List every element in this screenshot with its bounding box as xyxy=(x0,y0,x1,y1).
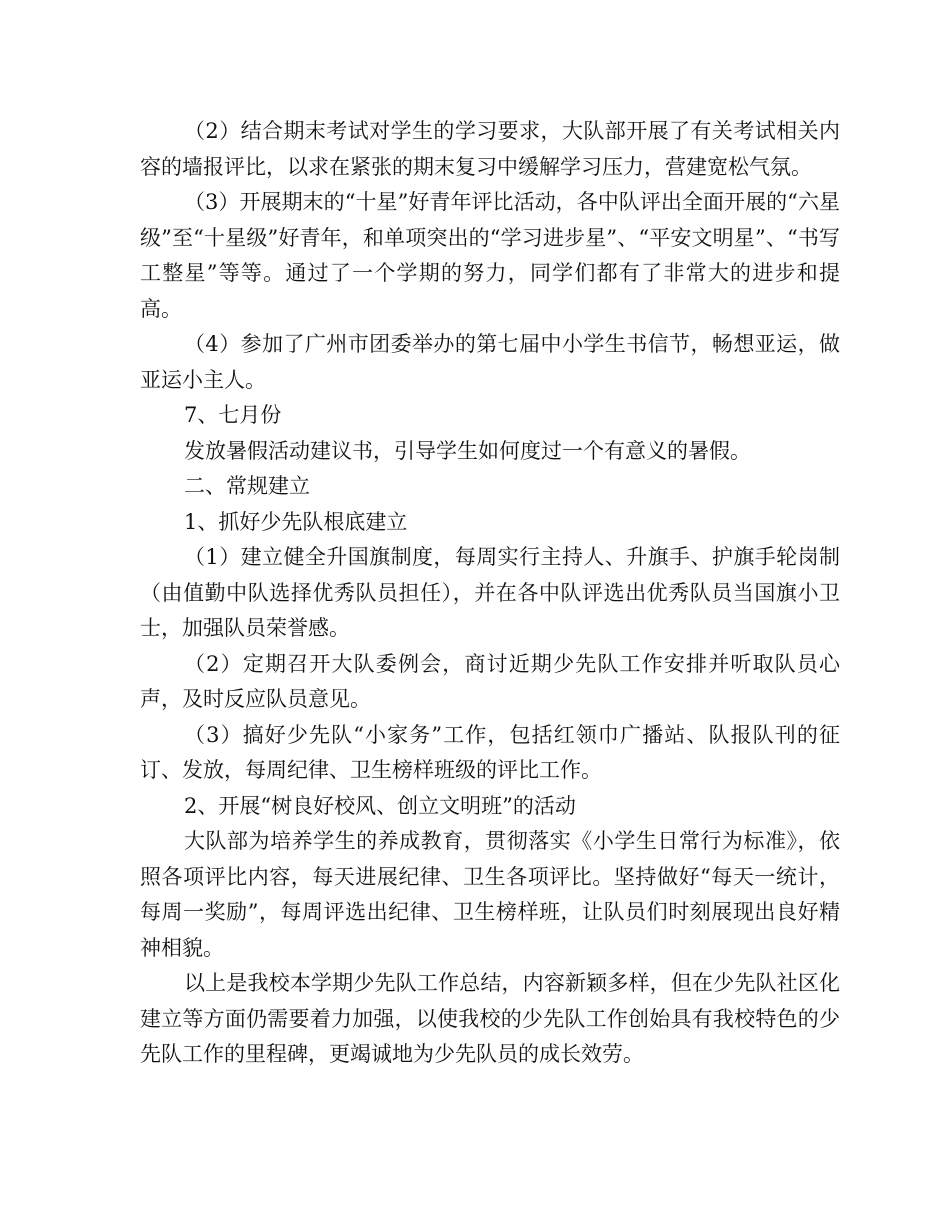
paragraph-flag-raising: （1）建立健全升国旗制度，每周实行主持人、升旗手、护旗手轮岗制（由值勤中队选择优秀队员担任），并在各中队评选出优秀队员当国旗小卫士，加强队员荣誉感。 xyxy=(140,545,840,640)
paragraph-summary: 以上是我校本学期少先队工作总结，内容新颖多样，但在少先队社区化建立等方面仍需要着力加强，以使我校的少先队工作创始具有我校特色的少先队工作的里程碑，更竭诚地为少先队员的成长效劳。 xyxy=(140,971,840,1066)
heading-civilized-class: 2、开展“树良好校风、创立文明班”的活动 xyxy=(184,793,576,818)
heading-routine-building: 二、常规建立 xyxy=(184,474,310,498)
paragraph-housework: （3）搞好少先队“小家务”工作，包括红领巾广播站、队报队刊的征订、发放，每周纪律、卫生榜样班级的评比工作。 xyxy=(140,722,840,782)
heading-july: 7、七月份 xyxy=(184,403,282,427)
paragraph-exam-wall-newspaper: （2）结合期末考试对学生的学习要求，大队部开展了有关考试相关内容的墙报评比，以求在紧张的期末复习中缓解学习压力，营建宽松气氛。 xyxy=(140,119,840,179)
paragraph-daily-behavior: 大队部为培养学生的养成教育，贯彻落实《小学生日常行为标准》，依照各项评比内容，每天进展纪律、卫生各项评比。坚持做好“每天一统计，每周一奖励”，每周评选出纪律、卫生榜样班，让队员们时刻展现出良好精神相貌。 xyxy=(140,829,840,960)
document-body xyxy=(140,114,840,1073)
paragraph-summer-proposal: 发放暑假活动建议书，引导学生如何度过一个有意义的暑假。 xyxy=(184,438,751,463)
paragraph-committee-meeting: （2）定期召开大队委例会，商讨近期少先队工作安排并听取队员心声，及时反应队员意见。 xyxy=(140,651,840,711)
heading-foundation-building: 1、抓好少先队根底建立 xyxy=(184,509,408,534)
paragraph-ten-star-evaluation: （3）开展期末的“十星”好青年评比活动，各中队评出全面开展的“六星级”至“十星级”好青年，和单项突出的“学习进步星”、“平安文明星”、“书写工整星”等等。通过了一个学期的努力，同学们都有了非常大的进步和提高。 xyxy=(140,190,840,321)
paragraph-letter-festival: （4）参加了广州市团委举办的第七届中小学生书信节，畅想亚运，做亚运小主人。 xyxy=(140,332,840,392)
